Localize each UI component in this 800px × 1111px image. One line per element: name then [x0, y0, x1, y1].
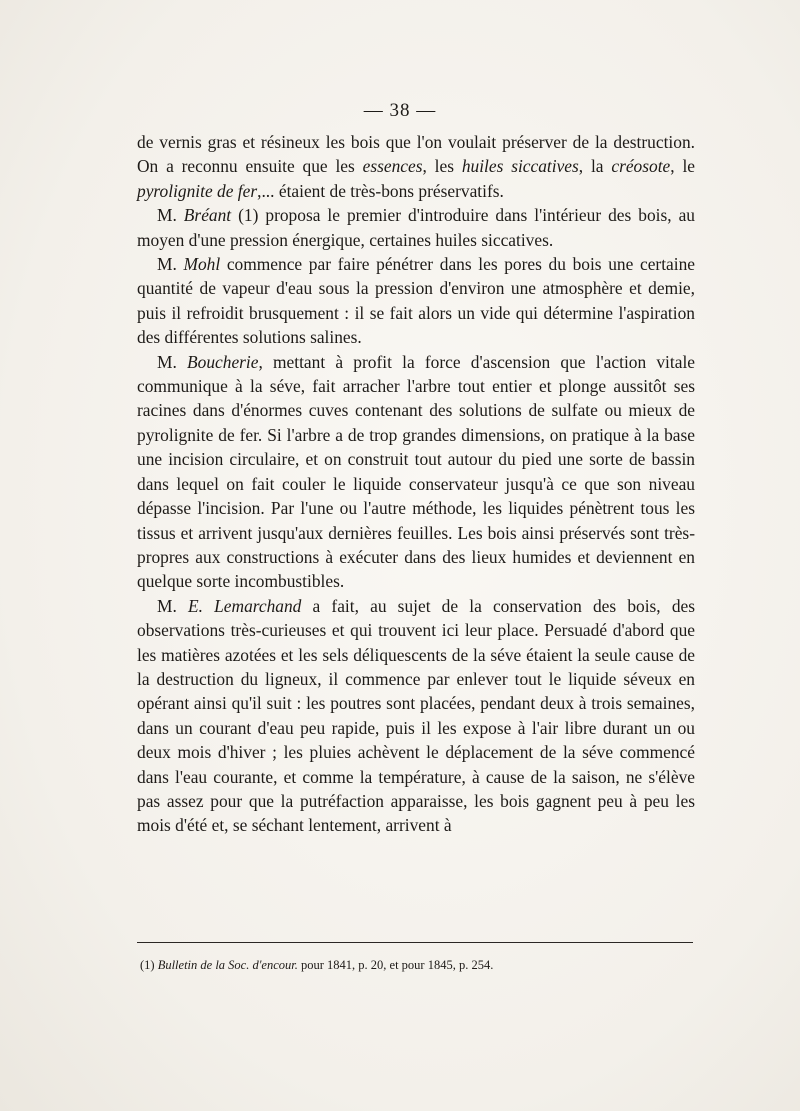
paragraph-1: de vernis gras et résineux les bois que l'on voulait préserver de la destruction. On a reconnu ensuite que les essences, les huiles siccatives, la créosote, le pyrolignite de fer,... étaient de très-bons préservatifs.	[137, 132, 695, 201]
body-text	[137, 130, 695, 838]
paragraph-mohl: M. Mohl commence par faire pénétrer dans les pores du bois une certaine quantité de vapeur d'eau sous la pression d'environ une atmosphère et demie, puis il refroidit brusquement : il se fait alors un vide qui détermine l'aspiration des différentes solutions salines.	[137, 254, 695, 348]
paragraph-lemarchand: M. E. Lemarchand a fait, au sujet de la conservation des bois, des observations très-curieuses et qui trouvent ici leur place. Persuadé d'abord que les matières azotées et les sels déliquescents de la séve étaient la seule cause de la destruction du ligneux, il commence par enlever tout le liquide séveux en opérant ainsi qu'il suit : les poutres sont placées, pendant deux à trois semaines, dans un courant d'eau peu rapide, puis il les expose à l'air libre durant un ou deux mois d'hiver ; les pluies achèvent le déplacement de la séve commencé dans l'eau courante, et comme la température, à cause de la saison, ne s'élève pas assez pour que la putréfaction apparaisse, les bois gagnent peu à peu les mois d'été et, se séchant lentement, arrivent à	[137, 595, 695, 836]
footnote: (1) Bulletin de la Soc. d'encour. pour 1841, p. 20, et pour 1845, p. 254.	[140, 958, 494, 972]
paragraph-boucherie: M. Boucherie, mettant à profit la force d'ascension que l'action vitale communique à la séve, fait arracher l'arbre tout entier et plonge aussitôt ses racines dans d'énormes cuves contenant des solutions de sulfate ou mieux de pyrolignite de fer. Si l'arbre a de trop grandes dimensions, on pratique à la base une incision circulaire, et on construit tout autour du pied une sorte de bassin dans lequel on fait couler le liquide conservateur jusqu'à ce que son niveau dépasse l'incision. Par l'une ou l'autre méthode, les liquides pénètrent tous les tissus et arrivent jusqu'aux dernières feuilles. Les bois ainsi préservés sont très-propres aux constructions à exécuter dans des lieux humides et deviennent en quelque sorte incombustibles.	[137, 351, 695, 592]
paragraph-breant: M. Bréant (1) proposa le premier d'introduire dans l'intérieur des bois, au moyen d'une pression énergique, certaines huiles siccatives.	[137, 205, 695, 250]
page-number: — 38 —	[363, 100, 437, 121]
footnote-divider	[137, 942, 693, 943]
